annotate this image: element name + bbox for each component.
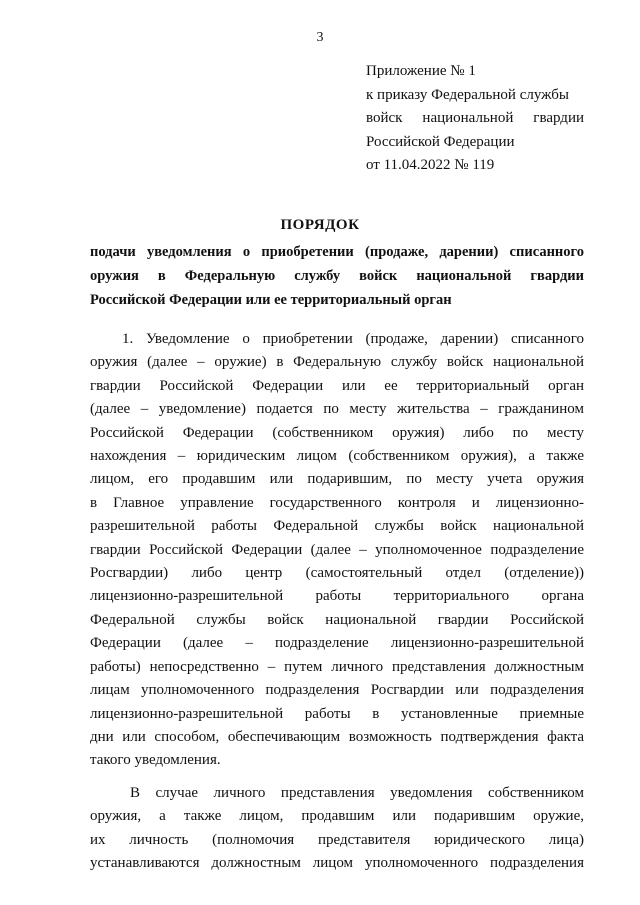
text-line: Росгвардии) либо центр (самостоятельный отдел (отделение)) [90,565,584,582]
appendix-block [366,60,584,178]
text-line: лицензионно-разрешительной работы в установленные приемные [90,705,584,722]
text-line: их личность (полномочия представителя юридического лица) [90,831,584,848]
appendix-line: Приложение № 1 [366,63,476,79]
text-line: (далее – уведомление) подается по месту жительства – гражданином [90,401,584,418]
subtitle-line: оружия в Федеральную службу войск национальной гвардии [90,268,584,284]
text-line: лицам уполномоченного подразделения Росгвардии или подразделения [90,682,584,699]
page-number: 3 [316,30,324,45]
subtitle-line: Российской Федерации или ее территориальный орган [90,292,452,308]
text-line: такого уведомления. [90,752,221,769]
text-line: гвардии Российской Федерации (далее – уполномоченное подразделение [90,541,584,558]
document-title: ПОРЯДОК [280,217,360,233]
text-line: 1. Уведомление о приобретении (продаже, дарении) списанного [122,331,584,347]
text-line: нахождения – юридическим лицом (собственником оружия), а также [90,448,584,465]
appendix-line: войск национальной гвардии [366,110,584,126]
paragraph-2 [90,782,584,876]
text-line: Федерации (далее – подразделение лицензионно-разрешительной [90,635,584,652]
subtitle-line: подачи уведомления о приобретении (продаже, дарении) списанного [90,244,584,260]
text-line: работы) непосредственно – путем личного представления должностным [90,658,584,675]
text-line: оружия (далее – оружие) в Федеральную службу войск национальной [90,354,584,371]
text-line: разрешительной работы Федеральной службы войск национальной [90,518,584,535]
text-line: лицензионно-разрешительной работы территориального органа [90,588,584,605]
text-line: лицом, его продавшим или подарившим, по месту учета оружия [90,471,584,488]
appendix-line: от 11.04.2022 № 119 [366,157,495,173]
text-line: Российской Федерации (собственником оружия) либо по месту [90,424,584,441]
text-line: Федеральной службы войск национальной гвардии Российской [90,611,584,628]
text-line: гвардии Российской Федерации или ее территориальный орган [90,377,584,394]
paragraph-1 [90,328,584,773]
text-line: устанавливаются должностным лицом уполномоченного подразделения [90,854,584,871]
text-line: дни или способом, обеспечивающим возможность подтверждения факта [90,728,584,745]
appendix-line: Российской Федерации [366,133,515,150]
text-line: В случае личного представления уведомления собственником [130,784,584,801]
document-subtitle [90,240,584,312]
appendix-line: к приказу Федеральной службы [366,86,570,103]
text-line: в Главное управление государственного контроля и лицензионно- [90,494,584,511]
text-line: оружия, а также лицом, продавшим или подарившим оружие, [90,808,584,825]
document-body [90,328,584,875]
